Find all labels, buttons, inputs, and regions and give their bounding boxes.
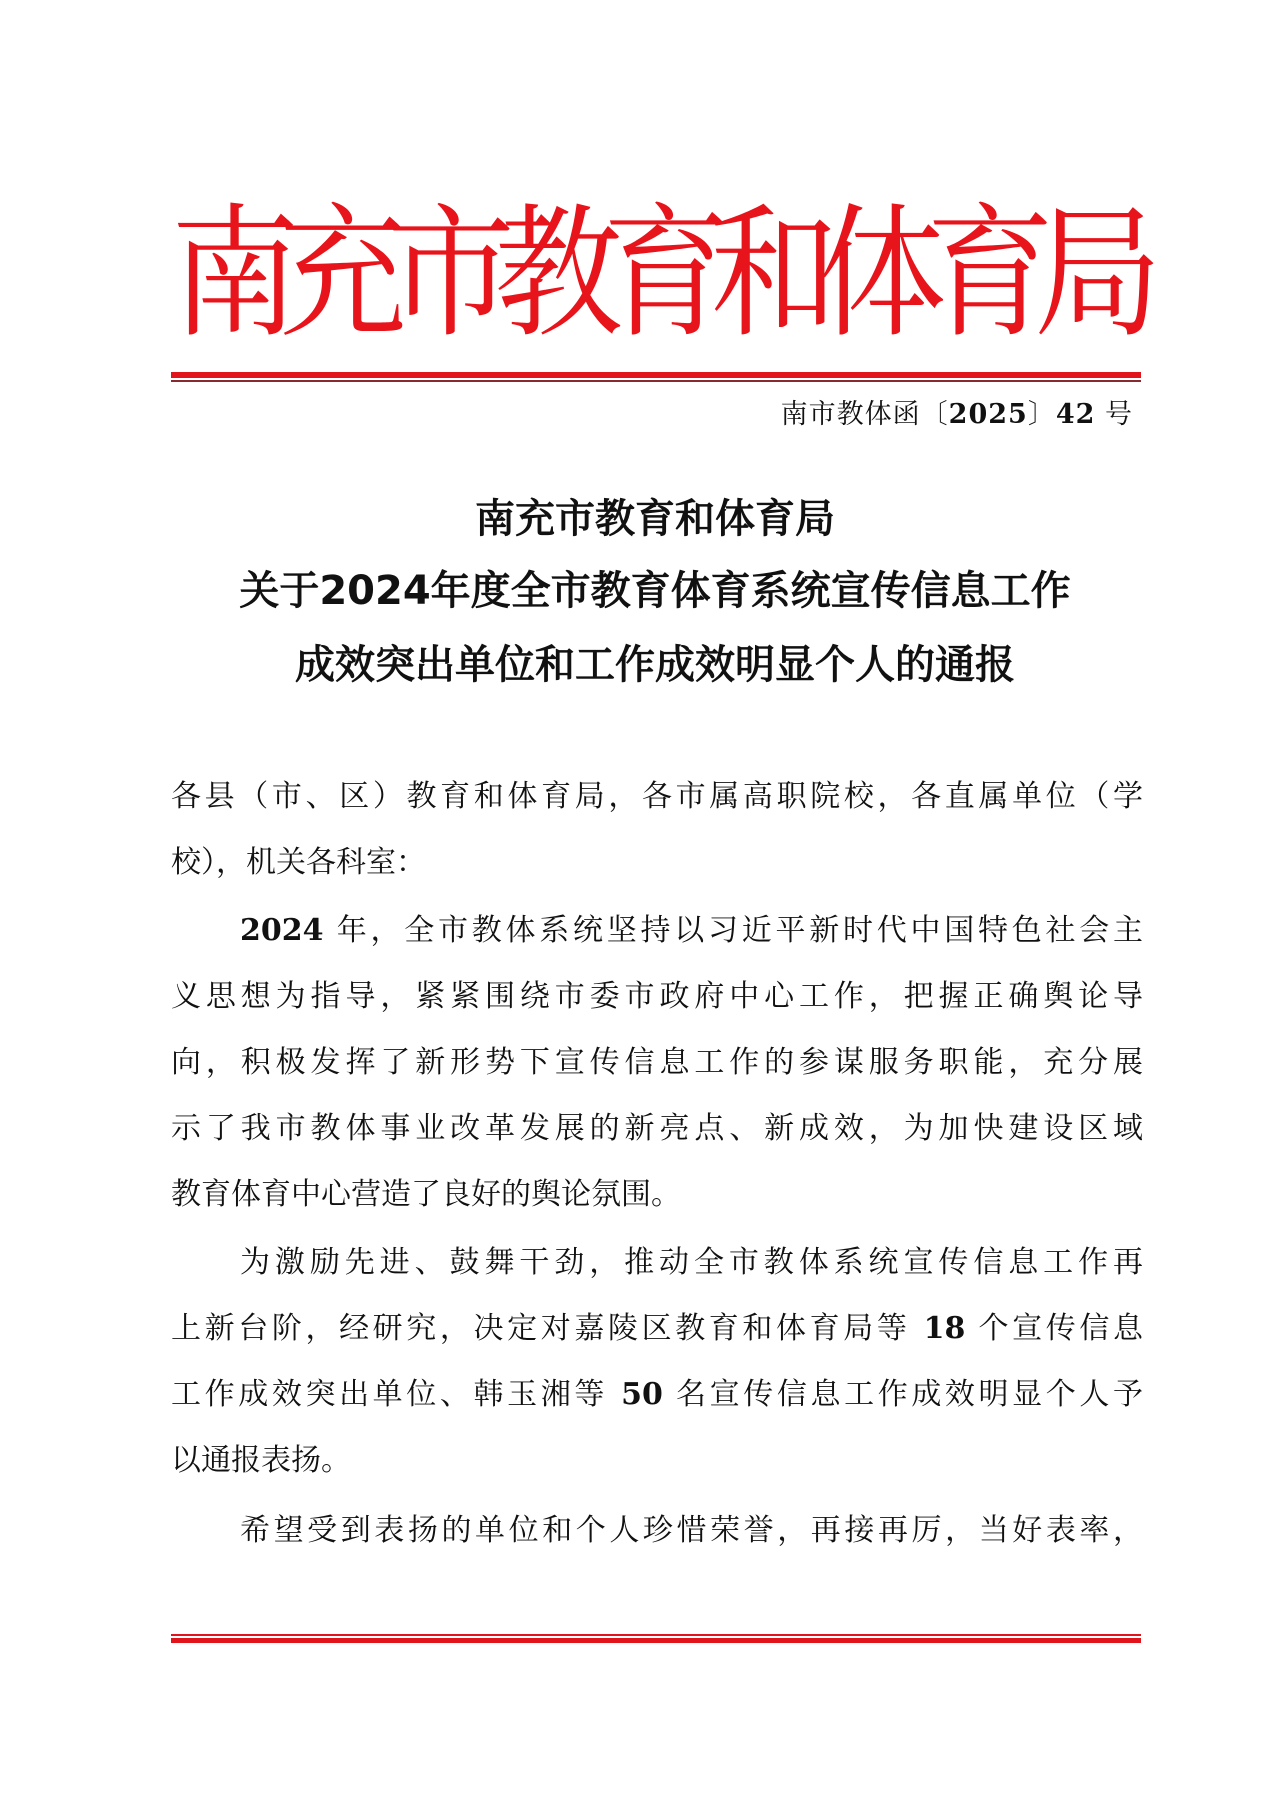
red-footer-rule-thin: [171, 1634, 1141, 1636]
masthead-char: 育: [602, 191, 731, 358]
masthead-char: 育: [926, 191, 1055, 358]
text-span: 工作成效突出单位、韩玉湘等: [171, 1377, 622, 1412]
bold-year: 2024: [240, 913, 324, 948]
doc-number-serial: 42: [1055, 399, 1096, 430]
masthead-title: [171, 191, 1163, 359]
doc-number-prefix: 南市教体函〔: [780, 399, 949, 430]
paragraph-1-line-1: [240, 911, 1143, 951]
paragraph-2-line-2: [171, 1309, 1143, 1349]
doc-number-bracket: 〕: [1027, 399, 1056, 430]
text-span: 上新台阶，经研究，决定对嘉陵区教育和体育局等: [171, 1311, 924, 1346]
masthead-char: 局: [1034, 191, 1163, 358]
masthead-char: 充: [278, 191, 407, 358]
doc-number-year: 2025: [948, 399, 1028, 430]
document-number: [781, 395, 1133, 435]
paragraph-1-line-2: 义思想为指导，紧紧围绕市委市政府中心工作，把握正确舆论导: [171, 979, 1143, 1014]
units-count: 18: [923, 1311, 966, 1346]
paragraph-2-line-1: 为激励先进、鼓舞干劲，推动全市教体系统宣传信息工作再: [240, 1245, 1143, 1280]
salutation-line-1: 各县（市、区）教育和体育局，各市属高职院校，各直属单位（学: [171, 779, 1143, 814]
masthead-char: 体: [818, 191, 947, 358]
paragraph-2-line-4: 以通报表扬。: [171, 1443, 351, 1478]
red-header-rule-thick: [171, 372, 1141, 378]
paragraph-1-line-3: 向，积极发挥了新形势下宣传信息工作的参谋服务职能，充分展: [171, 1045, 1143, 1080]
persons-count: 50: [621, 1377, 663, 1412]
masthead-char: 教: [494, 191, 623, 358]
salutation-line-2: 校），机关各科室：: [171, 845, 426, 880]
red-footer-rule-thick: [171, 1638, 1141, 1643]
text-span: 年，全市教体系统坚持以习近平新时代中国特色社会主: [323, 913, 1143, 948]
masthead-char: 和: [710, 191, 839, 358]
red-header-rule-thin: [171, 380, 1141, 382]
paragraph-1-line-5: 教育体育中心营造了良好的舆论氛围。: [171, 1177, 681, 1212]
text-span: 个宣传信息: [965, 1311, 1143, 1346]
title-line-3: 成效突出单位和工作成效明显个人的通报: [295, 642, 1015, 688]
title-line-2: 关于2024年度全市教育体育系统宣传信息工作: [239, 568, 1071, 614]
paragraph-3-line-1: 希望受到表扬的单位和个人珍惜荣誉，再接再厉，当好表率，: [240, 1513, 1143, 1548]
paragraph-1-line-4: 示了我市教体事业改革发展的新亮点、新成效，为加快建设区域: [171, 1111, 1143, 1146]
paragraph-2-line-3: [171, 1375, 1143, 1415]
text-span: 名宣传信息工作成效明显个人予: [662, 1377, 1143, 1412]
title-line-1: 南充市教育和体育局: [475, 496, 835, 542]
masthead-char: 市: [386, 191, 515, 358]
doc-number-suffix: 号: [1095, 399, 1133, 430]
masthead-char: 南: [171, 191, 300, 358]
